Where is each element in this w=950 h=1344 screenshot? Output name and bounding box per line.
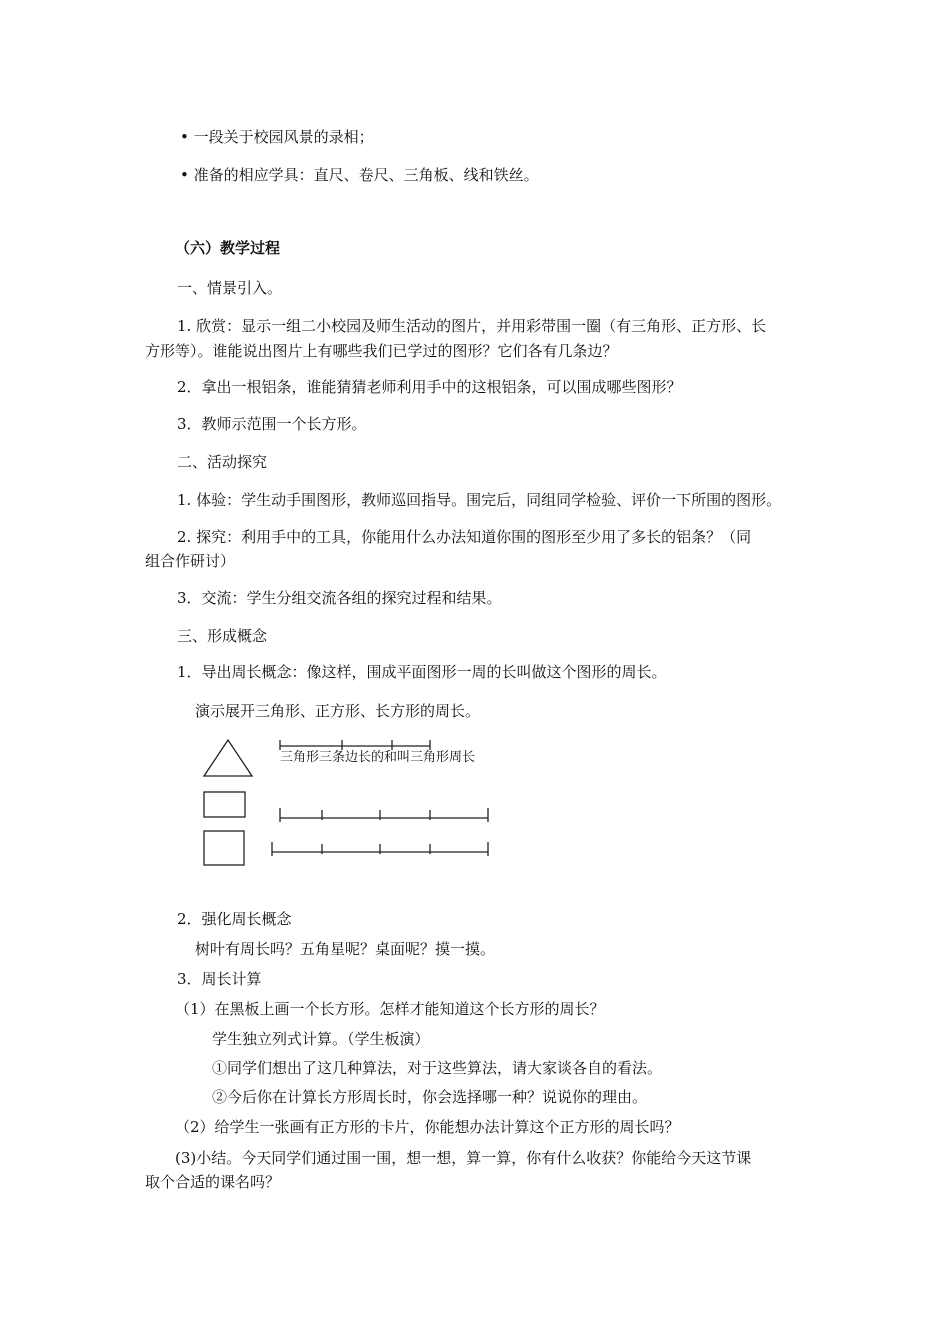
square-shape [204, 831, 244, 865]
part3-p2-question: 树叶有周长吗？五角星呢？桌面呢？摸一摸。 [195, 940, 496, 958]
part2-p3: 3．交流：学生分组交流各组的探究过程和结果。 [177, 589, 502, 607]
part1-p3: 3．教师示范围一个长方形。 [177, 415, 367, 433]
part3-p3: 3．周长计算 [177, 970, 262, 988]
rectangle-unfolded-segment [280, 808, 488, 822]
part2-p2-line2: 组合作研讨） [145, 552, 236, 570]
part3-p3-1a: 学生独立列式计算。（学生板演） [212, 1030, 430, 1048]
material-item-tools: • 准备的相应学具：直尺、卷尺、三角板、线和铁丝。 [180, 166, 539, 184]
material-item-video: • 一段关于校园风景的录相； [180, 128, 374, 146]
part1-p1-line2: 方形等）。谁能说出图片上有哪些我们已学过的图形？它们各有几条边？ [145, 342, 618, 360]
part1-title: 一、情景引入。 [177, 279, 283, 297]
part3-title: 三、形成概念 [177, 627, 268, 645]
part3-p3-1b: ①同学们想出了这几种算法，对于这些算法，请大家谈各自的看法。 [212, 1059, 663, 1077]
square-unfolded-segment [272, 842, 488, 856]
part3-demo: 演示展开三角形、正方形、长方形的周长。 [195, 702, 481, 720]
perimeter-diagram [196, 734, 506, 874]
part3-p1: 1．导出周长概念：像这样，围成平面图形一周的长叫做这个图形的周长。 [177, 663, 667, 681]
part2-title: 二、活动探究 [177, 453, 268, 471]
section-heading: （六）教学过程 [175, 239, 281, 257]
part2-p2-line1: 2. 探究：利用手中的工具，你能用什么办法知道你围的图形至少用了多长的铝条？（同 [177, 528, 752, 546]
part1-p1-line1: 1. 欣赏：显示一组二小校园及师生活动的图片，并用彩带围一圈（有三角形、正方形、长 [177, 317, 767, 335]
triangle-perimeter-label: 三角形三条边长的和叫三角形周长 [280, 750, 476, 765]
part1-p2: 2．拿出一根铝条，谁能猜猜老师利用手中的这根铝条，可以围成哪些图形？ [177, 378, 682, 396]
rectangle-shape [204, 792, 245, 817]
part2-p1: 1. 体验：学生动手围图形，教师巡回指导。围完后，同组同学检验、评价一下所围的图形。 [177, 491, 782, 509]
part3-p3-2: （2）给学生一张画有正方形的卡片，你能想办法计算这个正方形的周长吗？ [175, 1118, 680, 1136]
part3-p3-3-line2: 取个合适的课名吗？ [145, 1173, 281, 1191]
part3-p3-3-line1: (3)小结。今天同学们通过围一围，想一想，算一算，你有什么收获？你能给今天这节课 [175, 1149, 752, 1167]
triangle-unfolded-segment [280, 740, 430, 750]
part3-p3-1: （1）在黑板上画一个长方形。怎样才能知道这个长方形的周长？ [175, 1000, 605, 1018]
triangle-shape [204, 740, 252, 776]
part3-p2: 2．强化周长概念 [177, 910, 292, 928]
part3-p3-1c: ②今后你在计算长方形周长时，你会选择哪一种？说说你的理由。 [212, 1088, 648, 1106]
